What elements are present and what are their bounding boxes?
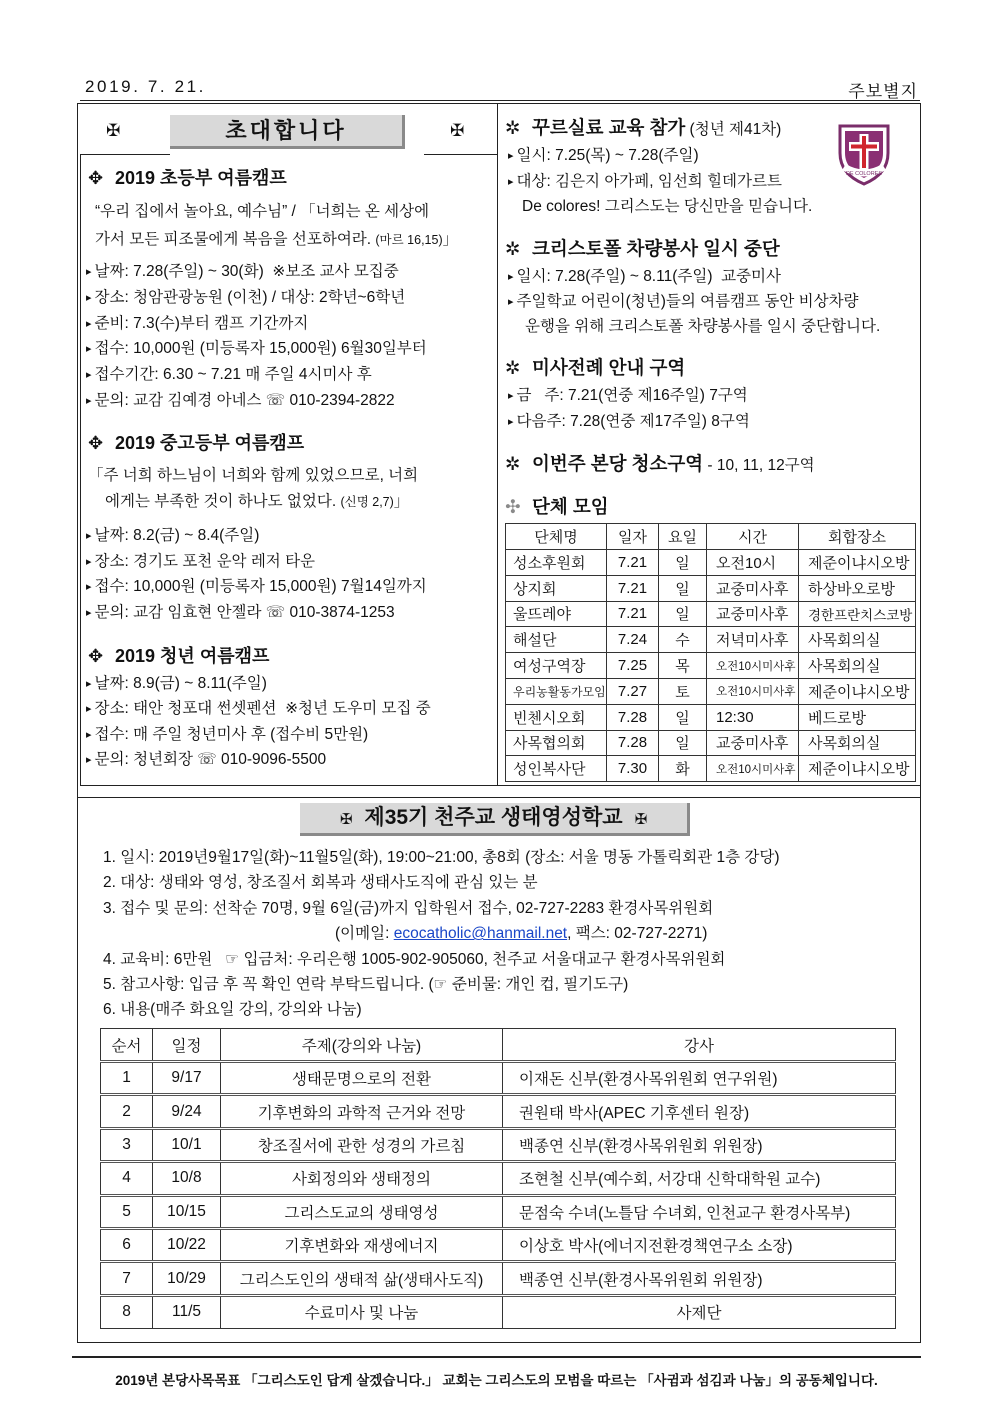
date-text: 10/1 [171, 1135, 202, 1153]
cell-order [101, 1295, 153, 1328]
lecturer-text: 조현철 신부(예수회, 서강대 신학대학원 교수) [519, 1171, 821, 1189]
cell-day [659, 678, 707, 704]
cell-time [707, 575, 799, 601]
groups-table [505, 523, 916, 782]
order-text: 2 [122, 1102, 131, 1120]
cell-day [659, 730, 707, 756]
cell-day [659, 756, 707, 782]
time-text: 12:30 [716, 708, 754, 726]
cell-place [799, 730, 916, 756]
place-text: 사목회의실 [808, 735, 881, 753]
cell-order [101, 1262, 153, 1295]
camp-quote [95, 198, 458, 254]
table-row [506, 678, 916, 704]
column-header-text: 요일 [668, 529, 697, 546]
cell-time [707, 627, 799, 653]
cell-order [101, 1228, 153, 1261]
columns-bottom-rule [80, 785, 920, 786]
table-row [506, 704, 916, 730]
camp-quote [88, 463, 418, 515]
groups-heading [505, 495, 609, 519]
cross-icon: ✠ [634, 811, 648, 828]
place-text: 베드로방 [808, 709, 866, 727]
cross-icon: ✠ [106, 121, 121, 140]
cell-group [506, 653, 607, 679]
date-text: 10/8 [171, 1169, 202, 1187]
bulletin-date: 2019. 7. 21. [85, 77, 206, 96]
cell-place [799, 704, 916, 730]
cell-order [101, 1095, 153, 1128]
school-item-notes: 5. 참고사항: 입금 후 꼭 확인 연락 부탁드립니다. (☞ 준비물: 개인 컵, 필기도구) [103, 975, 629, 993]
camp-detail-item: ▸ 접수기간: 6.30 ~ 7.21 매 주일 4시미사 후 [86, 362, 493, 388]
cell-day [659, 575, 707, 601]
topic-text: 수료미사 및 나눔 [304, 1305, 419, 1323]
curriculum-table [100, 1028, 896, 1329]
date-text: 7.24 [617, 631, 648, 649]
date-text: 9/24 [171, 1102, 202, 1120]
order-text: 5 [122, 1202, 131, 1220]
time-text: 오전10시미사후 [716, 660, 796, 673]
camp-detail-item: ▸ 준비: 7.3(수)부터 캠프 기간까지 [86, 311, 493, 337]
cell-date [607, 678, 659, 704]
date-text: 7.30 [617, 760, 648, 778]
camp-details [86, 671, 493, 773]
table-row [506, 575, 916, 601]
cell-date [153, 1062, 221, 1095]
school-contact-line [103, 921, 895, 946]
camp-detail-item: ▸ 접수: 매 주일 청년미사 후 (접수비 5만원) [86, 722, 493, 747]
cell-time [707, 653, 799, 679]
lecturer-text: 백종연 신부(환경사목위원회 위원장) [519, 1271, 763, 1289]
day-text: 일 [675, 580, 690, 598]
cell-day [659, 627, 707, 653]
school-item-fee: 4. 교육비: 6만원 ☞ 입금처: 우리은행 1005-902-905060, 천주교 서울대교구 환경사목위원회 [103, 950, 726, 968]
cell-group [506, 601, 607, 627]
cell-date [607, 653, 659, 679]
camp-details [86, 523, 493, 626]
order-text: 6 [122, 1236, 131, 1254]
group-text: 사목협의회 [513, 735, 586, 753]
lecturer-text: 권원태 박사(APEC 기후센터 원장) [519, 1104, 750, 1122]
section-divider [77, 797, 921, 798]
quote-line: 「주 너희 하느님이 너희와 함께 있었으므로, 너희 [88, 467, 419, 484]
table-row [506, 627, 916, 653]
cell-time [707, 678, 799, 704]
cell-group [506, 704, 607, 730]
cell-date [153, 1162, 221, 1195]
group-text: 빈첸시오회 [513, 709, 586, 727]
cell-group [506, 756, 607, 782]
left-column-top-rule [80, 154, 170, 155]
cell-place [799, 653, 916, 679]
table-row [101, 1162, 896, 1195]
topic-text: 생태문명으로의 전환 [291, 1071, 432, 1089]
star-icon: ✲ [505, 453, 521, 474]
day-text: 일 [675, 606, 690, 624]
cell-place [799, 756, 916, 782]
table-row [101, 1262, 896, 1295]
cell-date [607, 575, 659, 601]
column-header-text: 강사 [684, 1037, 714, 1055]
cell-topic [221, 1128, 503, 1161]
lecturer-text: 이재돈 신부(환경사목위원회 연구위원) [519, 1071, 778, 1089]
table-row [101, 1095, 896, 1128]
order-text: 7 [122, 1269, 131, 1287]
school-title-text: 제35기 천주교 생태영성학교 [364, 806, 623, 829]
date-text: 7.21 [617, 553, 648, 571]
table-row [506, 601, 916, 627]
scripture-reference: (마르 16,15) [375, 233, 443, 247]
cell-date [153, 1262, 221, 1295]
cell-topic [221, 1095, 503, 1128]
cell-lecturer [503, 1228, 896, 1261]
date-text: 7.28 [617, 708, 648, 726]
table-header-row [101, 1029, 896, 1062]
camp-detail-item: ▸ 문의: 교감 김예경 아네스 ☏ 010-2394-2822 [86, 388, 493, 414]
column-header-day [659, 524, 707, 550]
cell-order [101, 1128, 153, 1161]
cell-time [707, 601, 799, 627]
camp-heading-youth [88, 431, 304, 455]
time-text: 교중미사후 [716, 606, 789, 624]
day-text: 토 [675, 683, 690, 701]
scripture-reference: (신명 2,7) [340, 495, 394, 509]
quote-line: 가서 모든 피조물에게 복음을 선포하여라. (마르 16,15)」 [95, 231, 459, 248]
day-text: 화 [675, 761, 690, 779]
topic-text: 사회정의와 생태정의 [291, 1171, 432, 1189]
column-header-lecturer [503, 1029, 896, 1062]
table-row [101, 1228, 896, 1261]
notice-details [508, 143, 833, 220]
camp-detail-item: ▸ 날짜: 8.9(금) ~ 8.11(주일) [86, 671, 493, 696]
cell-lecturer [503, 1095, 896, 1128]
camp-details [86, 259, 493, 414]
cell-time [707, 756, 799, 782]
date-text: 7.28 [617, 734, 648, 752]
notice-detail-item: ▸ 대상: 김은지 아가페, 임선희 힐데가르트 [508, 169, 833, 195]
topic-text: 창조질서에 관한 성경의 가르침 [257, 1137, 466, 1155]
notice-subtitle: (청년 제41차) [685, 121, 782, 138]
date-text: 7.25 [617, 657, 648, 675]
column-header-text: 순서 [111, 1037, 142, 1055]
camp-detail-item: ▸ 문의: 청년회장 ☏ 010-9096-5500 [86, 747, 493, 772]
school-item-contents: 6. 내용(매주 화요일 강의, 강의와 나눔) [103, 1001, 362, 1019]
school-details [103, 845, 895, 1023]
order-text: 4 [122, 1169, 131, 1187]
cross-icon: ✠ [450, 121, 465, 140]
camp-heading-elementary [88, 166, 287, 190]
email-link[interactable]: ecocatholic@hanmail.net [393, 925, 568, 943]
group-text: 울뜨레야 [513, 606, 571, 624]
table-row [506, 756, 916, 782]
table-row [101, 1062, 896, 1095]
group-text: 해설단 [513, 632, 557, 650]
cell-lecturer [503, 1195, 896, 1228]
cell-lecturer [503, 1262, 896, 1295]
school-item-audience: 2. 대상: 생태와 영성, 창조질서 회복과 생태사도직에 관심 있는 분 [103, 874, 538, 892]
flower-cross-icon: ✣ [505, 496, 521, 517]
date-text: 9/17 [171, 1069, 202, 1087]
cross-icon: ✠ [339, 811, 353, 828]
notice-title: 이번주 본당 청소구역 [532, 453, 704, 474]
cell-lecturer [503, 1062, 896, 1095]
notice-detail-item: ▸ 일시: 7.28(주일) ~ 8.11(주일) 교중미사 [508, 264, 913, 289]
cell-lecturer [503, 1295, 896, 1328]
lecturer-text: 사제단 [676, 1305, 722, 1323]
cell-topic [221, 1295, 503, 1328]
cell-time [707, 730, 799, 756]
invite-title: 초대합니다 [170, 115, 405, 149]
cell-time [707, 704, 799, 730]
column-header-topic [221, 1029, 503, 1062]
notice-heading-cleaning [505, 452, 815, 478]
notice-title: 꾸르실료 교육 참가 [532, 117, 686, 138]
camp-detail-item: ▸ 장소: 태안 청포대 썬셋펜션 ※청년 도우미 모집 중 [86, 696, 493, 721]
cell-date [607, 730, 659, 756]
cell-date [153, 1295, 221, 1328]
notice-continuation: De colores! 그리스도는 당신만을 믿습니다. [522, 198, 813, 215]
order-text: 1 [122, 1069, 131, 1087]
lecturer-text: 백종연 신부(환경사목위원회 위원장) [519, 1137, 763, 1155]
notice-detail-item: ▸ 일시: 7.25(목) ~ 7.28(주일) [508, 143, 833, 169]
topic-text: 그리스도인의 생태적 삶(생태사도직) [239, 1271, 484, 1289]
cell-topic [221, 1262, 503, 1295]
quote-line: 에게는 부족한 것이 하나도 없었다. (신명 2,7)」 [105, 493, 410, 510]
topic-text: 기후변화와 재생에너지 [284, 1238, 439, 1256]
group-text: 성소후원회 [513, 554, 586, 572]
place-text: 사목회의실 [808, 632, 881, 650]
date-text: 10/15 [167, 1202, 206, 1220]
cell-order [101, 1195, 153, 1228]
time-text: 오전10시미사후 [716, 686, 796, 699]
cell-topic [221, 1228, 503, 1261]
cell-topic [221, 1062, 503, 1095]
notice-heading-liturgy [505, 356, 685, 380]
lecturer-text: 문점숙 수녀(노틀담 수녀회, 인천교구 환경사목부) [519, 1204, 851, 1222]
notice-details [508, 264, 913, 339]
place-text: 제준이냐시오방 [808, 554, 910, 572]
cell-order [101, 1062, 153, 1095]
time-text: 교중미사후 [716, 580, 789, 598]
camp-title: 2019 청년 여름캠프 [115, 646, 270, 666]
cell-time [707, 550, 799, 576]
time-text: 오전10시 [716, 554, 777, 572]
place-text: 경한프란치스코방 [808, 607, 913, 623]
place-text: 제준이냐시오방 [808, 761, 910, 779]
table-row [101, 1295, 896, 1328]
star-icon: ✲ [505, 117, 521, 138]
camp-title: 2019 중고등부 여름캠프 [115, 433, 305, 453]
column-header-date [607, 524, 659, 550]
school-item-schedule: 1. 일시: 2019년9월17일(화)~11월5일(화), 19:00~21:00, 총8회 (장소: 서울 명동 가톨릭회관 1층 강당) [103, 849, 780, 866]
camp-detail-item: ▸ 날짜: 8.2(금) ~ 8.4(주일) [86, 523, 493, 549]
camp-detail-item: ▸ 접수: 10,000원 (미등록자 15,000원) 6월30일부터 [86, 336, 493, 362]
camp-detail-item: ▸ 접수: 10,000원 (미등록자 15,000원) 7월14일까지 [86, 574, 493, 600]
star-icon: ✲ [505, 238, 521, 259]
column-header-order [101, 1029, 153, 1062]
camp-detail-item: ▸ 문의: 교감 임효현 안젤라 ☏ 010-3874-1253 [86, 600, 493, 626]
notice-detail-item: ▸ 다음주: 7.28(연중 제17주일) 8구역 [508, 409, 913, 435]
cell-lecturer [503, 1128, 896, 1161]
column-header-text: 시간 [738, 529, 767, 546]
notice-subtitle: - 10, 11, 12구역 [703, 457, 815, 474]
cell-group [506, 627, 607, 653]
column-header-time [707, 524, 799, 550]
cell-day [659, 550, 707, 576]
column-header-text: 회합장소 [828, 529, 886, 546]
column-header-text: 단체명 [534, 529, 578, 546]
notice-title: 크리스토폴 차량봉사 일시 중단 [532, 238, 780, 259]
cell-place [799, 575, 916, 601]
cell-date [607, 627, 659, 653]
date-text: 10/22 [167, 1236, 206, 1254]
camp-detail-item: ▸ 장소: 청암관광농원 (이천) / 대상: 2학년~6학년 [86, 285, 493, 311]
notice-detail-item: ▸ 주일학교 어린이(청년)들의 여름캠프 동안 비상차량 [508, 289, 913, 314]
cross-medallion-icon: ✥ [88, 646, 104, 666]
date-text: 10/29 [167, 1269, 206, 1287]
cell-date [153, 1195, 221, 1228]
notice-title: 미사전례 안내 구역 [532, 357, 686, 378]
place-text: 하상바오로방 [808, 580, 895, 598]
contact-prefix: (이메일: [335, 925, 394, 943]
cell-date [153, 1095, 221, 1128]
table-row [506, 730, 916, 756]
contact-fax: , 팩스: 02-727-2271) [567, 925, 708, 943]
camp-heading-young-adult [88, 644, 269, 668]
day-text: 일 [675, 735, 690, 753]
cell-place [799, 601, 916, 627]
header-rule [80, 100, 920, 101]
table-header-row [506, 524, 916, 550]
date-text: 7.21 [617, 579, 648, 597]
cell-group [506, 730, 607, 756]
column-header-place [799, 524, 916, 550]
cell-date [153, 1228, 221, 1261]
cell-day [659, 653, 707, 679]
notice-heading-cursillo [505, 116, 781, 142]
cell-place [799, 627, 916, 653]
column-header-text: 일자 [618, 529, 647, 546]
order-text: 3 [122, 1135, 131, 1153]
day-text: 일 [675, 709, 690, 727]
notice-heading-christopher [505, 237, 780, 261]
footer-motto: 2019년 본당사목목표 「그리스도인 답게 살겠습니다.」 교회는 그리스도의 모범을 따르는 「사귐과 섬김과 나눔」의 공동체입니다. [115, 1373, 878, 1388]
cell-date [607, 756, 659, 782]
cell-day [659, 601, 707, 627]
column-header-date [153, 1029, 221, 1062]
table-row [101, 1195, 896, 1228]
date-text: 11/5 [171, 1303, 202, 1321]
cell-place [799, 550, 916, 576]
cell-topic [221, 1195, 503, 1228]
notice-details [508, 383, 913, 435]
de-colores-logo [834, 123, 894, 187]
logo-lettering: DE COLORES [845, 171, 883, 177]
cell-date [607, 601, 659, 627]
day-text: 수 [675, 632, 690, 650]
column-header-text: 주제(강의와 나눔) [301, 1037, 422, 1055]
table-row [506, 653, 916, 679]
table-row [101, 1128, 896, 1161]
cell-date [607, 550, 659, 576]
order-text: 8 [122, 1303, 131, 1321]
place-text: 제준이냐시오방 [808, 683, 910, 701]
footer-rule [72, 1356, 921, 1358]
lecturer-text: 이상호 박사(에너지전환경책연구소 소장) [519, 1238, 793, 1256]
date-text: 7.27 [617, 682, 648, 700]
cell-lecturer [503, 1162, 896, 1195]
cross-medallion-icon: ✥ [88, 168, 104, 188]
notice-continuation: 운행을 위해 크리스토폴 차량봉사를 일시 중단합니다. [525, 318, 881, 335]
cell-group [506, 550, 607, 576]
camp-title: 2019 초등부 여름캠프 [115, 168, 287, 188]
time-text: 교중미사후 [716, 735, 789, 753]
group-text: 상지회 [513, 580, 557, 598]
cell-group [506, 575, 607, 601]
date-text: 7.21 [617, 605, 648, 623]
cell-date [607, 704, 659, 730]
topic-text: 기후변화의 과학적 근거와 전망 [257, 1104, 466, 1122]
place-text: 사목회의실 [808, 658, 881, 676]
camp-detail-item: ▸ 장소: 경기도 포천 운악 레저 타운 [86, 549, 493, 575]
cell-topic [221, 1162, 503, 1195]
cell-day [659, 704, 707, 730]
quote-line: “우리 집에서 놀아요, 예수님” / 「너희는 온 세상에 [95, 203, 430, 220]
group-text: 성인복사단 [513, 761, 586, 779]
group-text: 여성구역장 [513, 658, 586, 676]
group-text: 우리농활동가모임 [513, 684, 606, 699]
cell-date [153, 1128, 221, 1161]
notice-detail-item: ▸ 금 주: 7.21(연중 제16주일) 7구역 [508, 383, 913, 409]
school-item-registration: 3. 접수 및 문의: 선착순 70명, 9월 6일(금)까지 입학원서 접수, 02-727-2283 환경사목위원회 [103, 899, 714, 917]
school-title [300, 803, 690, 836]
groups-title: 단체 모임 [532, 496, 609, 517]
left-column-border [80, 154, 81, 785]
left-column-top-rule [424, 154, 497, 155]
time-text: 오전10시미사후 [716, 763, 796, 776]
day-text: 목 [675, 658, 690, 676]
topic-text: 그리스도교의 생태영성 [284, 1204, 439, 1222]
star-icon: ✲ [505, 357, 521, 378]
column-header-text: 일정 [171, 1037, 202, 1055]
cell-place [799, 678, 916, 704]
bulletin-label: 주보별지 [848, 82, 918, 101]
time-text: 저녁미사후 [716, 632, 789, 650]
column-divider [497, 103, 498, 785]
cross-medallion-icon: ✥ [88, 433, 104, 453]
day-text: 일 [675, 554, 690, 572]
camp-detail-item: ▸ 날짜: 7.28(주일) ~ 30(화) ※보조 교사 모집중 [86, 259, 493, 285]
cell-order [101, 1162, 153, 1195]
column-header-group [506, 524, 607, 550]
table-row [506, 550, 916, 576]
cell-group [506, 678, 607, 704]
